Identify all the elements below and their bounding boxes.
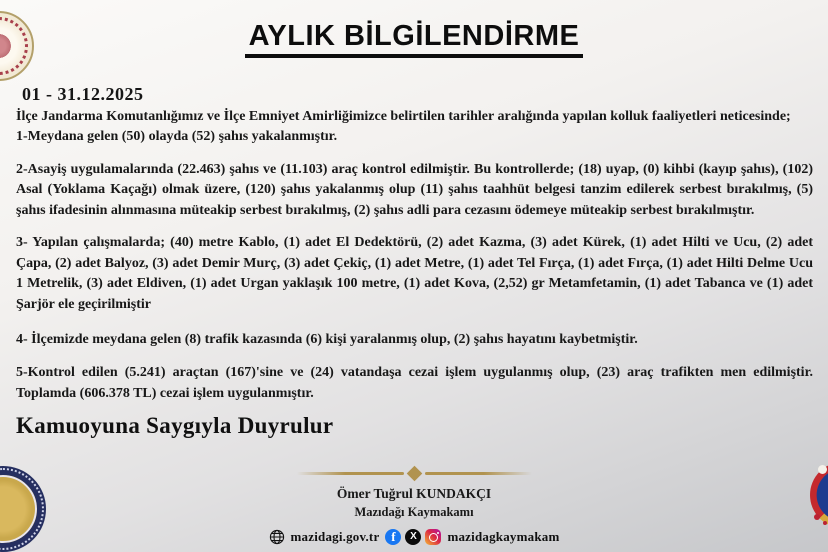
instagram-icon xyxy=(425,529,441,545)
date-range: 01 - 31.12.2025 xyxy=(22,84,144,104)
bulletin-item-4: 4- İlçemizde meydana gelen (8) trafik kazasında (6) kişi yaralanmış olup, (2) şahıs hayatını kaybetmiştir. xyxy=(16,331,638,347)
intro-text: İlçe Jandarma Komutanlığımız ve İlçe Emniyet Amirliğimizce belirtilen tarihler aralığında yapılan kolluk faaliyetleri neticesinde; xyxy=(16,109,791,124)
bulletin-item-1: 1-Meydana gelen (50) olayda (52) şahıs yakalanmıştır. xyxy=(16,129,338,145)
social-handle-text: mazidagkaymakam xyxy=(447,529,560,544)
bulletin-body xyxy=(16,107,813,443)
bulletin-item-2: 2-Asayiş uygulamalarında (22.463) şahıs ve (11.103) araç kontrol edilmiştir. Bu kontrollerde; (18) uyap, (0) kihbi (kayıp şahıs), (102) Asal (Yoklama Kaçağı) olmak üzere, (120) şahıs yakalanmış olup (11) şahıs taahhüt belgesi tanzim edilerek serbest bırakılmış, (5) şahıs ifadesinin alınmasına müteakip serbest bırakılmış, (2) şahıs adli para cezasını ödemeye müteakip serbest bırakılmıştır. xyxy=(16,161,813,218)
website-text: mazidagi.gov.tr xyxy=(290,529,380,544)
x-icon: X xyxy=(405,529,421,545)
bulletin-item-5: 5-Kontrol edilen (5.241) araçtan (167)'sine ve (24) vatandaşa cezai işlem uygulanmış olup, (23) araç trafikten men edilmiştir. Toplamda (606.378 TL) cezai işlem uygulanmıştır. xyxy=(16,365,813,401)
globe-icon xyxy=(269,529,285,545)
divider-line-right xyxy=(425,472,532,475)
diamond-ornament-icon xyxy=(406,466,422,482)
official-title: Mazıdağı Kaymakamı xyxy=(354,505,474,519)
ornamental-divider xyxy=(297,468,532,479)
header xyxy=(0,0,828,58)
closing-statement: Kamuoyuna Saygıyla Duyrulur xyxy=(16,413,334,439)
page-title: AYLIK BİLGİLENDİRME xyxy=(245,20,584,58)
signature-footer xyxy=(0,468,828,545)
contact-row xyxy=(0,529,828,545)
divider-line-left xyxy=(297,472,404,475)
bulletin-item-3: 3- Yapılan çalışmalarda; (40) metre Kablo, (1) adet El Dedektörü, (2) adet Kazma, (3) adet Kürek, (1) adet Hilti ve Ucu, (2) adet Çapa, (2) adet Balyoz, (3) adet Demir Murç, (3) adet Çekiç, (1) adet Metre, (1) adet Tel Fırça, (1) adet Fırça, (1) adet Hilti Delme Ucu 1 Metrelik, (3) adet Eldiven, (1) adet Urgan yaklaşık 100 metre, (1) adet Kova, (2,52) gr Metamfetamin, (1) adet Tabanca ve (1) adet Şarjör ele geçirilmiştir xyxy=(16,235,813,312)
facebook-icon: f xyxy=(385,529,401,545)
official-name: Ömer Tuğrul KUNDAKÇI xyxy=(336,486,492,501)
